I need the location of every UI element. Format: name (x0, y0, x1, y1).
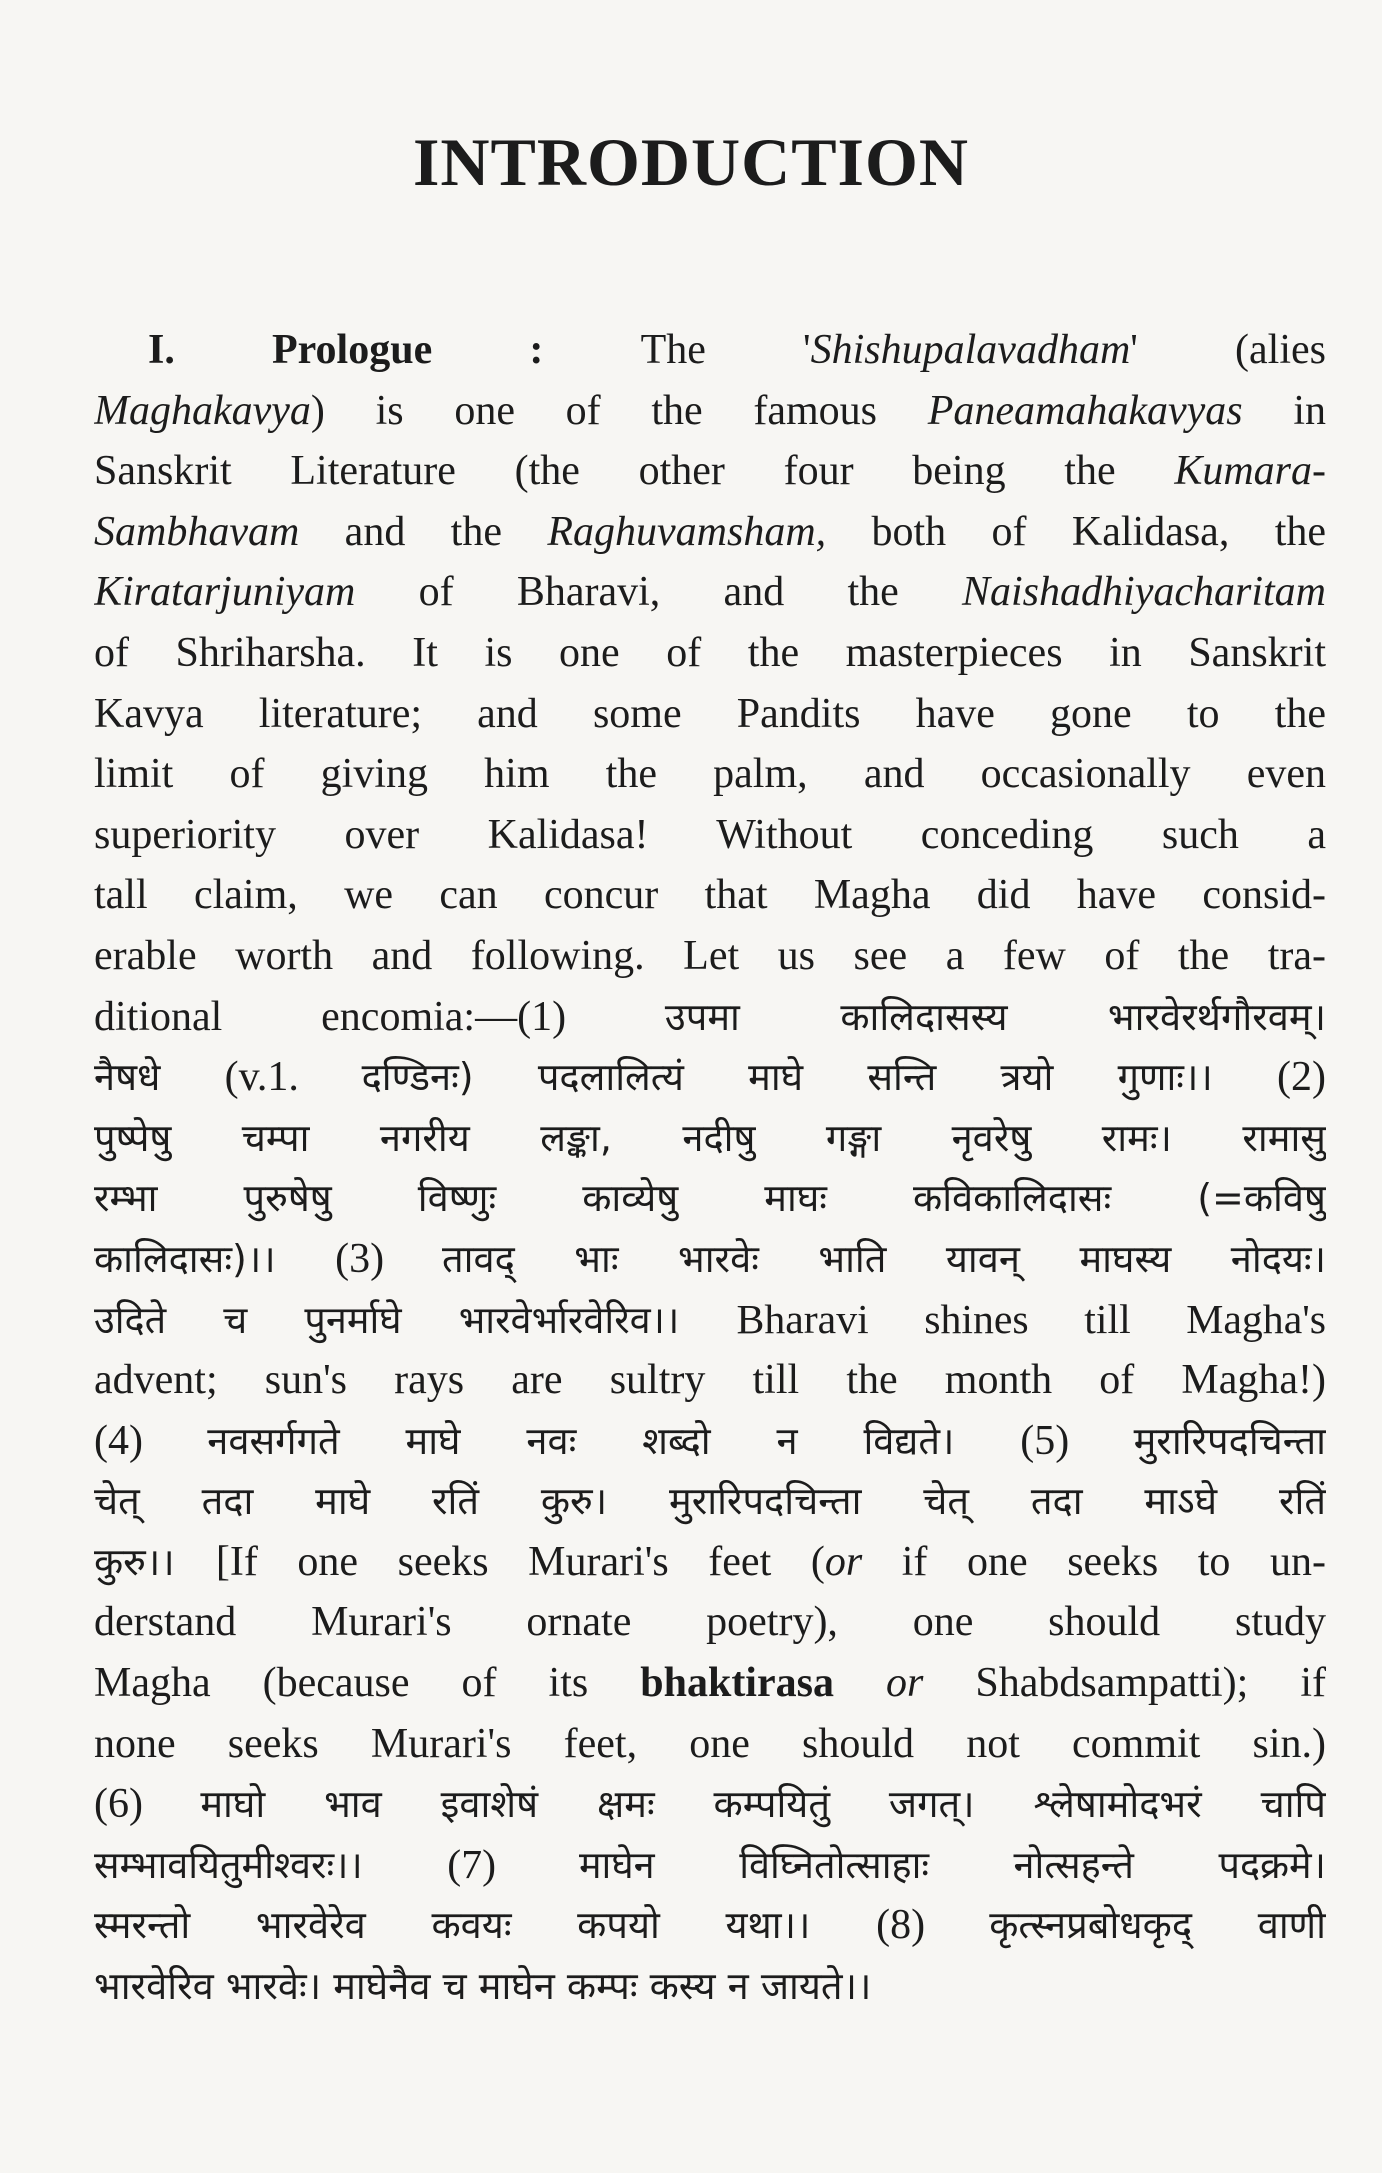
text-line (94, 744, 1326, 805)
text-segment: Shabdsampatti); if (923, 1660, 1326, 1707)
text-segment: [If one seeks Murari's feet ( (215, 1538, 825, 1585)
text-segment: The ' (640, 327, 811, 373)
sanskrit-verse: पुष्पेषु चम्पा नगरीय लङ्का, नदीषु गङ्गा नृवरेषु रामः। रामासु (94, 1115, 1326, 1160)
sanskrit-verse: रम्भा पुरुषेषु विष्णुः काव्येषु माघः कविकालिदासः (=कविषु (94, 1176, 1326, 1221)
italic-text: Paneamahakavyas (927, 387, 1243, 434)
text-segment: of Bharavi, and the (355, 569, 962, 616)
text-segment: ' (alies (1130, 327, 1326, 373)
text-line (94, 1774, 1326, 1835)
text-line (94, 926, 1326, 987)
text-segment: (8) (876, 1902, 990, 1949)
text-line (94, 1108, 1326, 1169)
sanskrit-verse: सम्भावयितुमीश्वरः।। (94, 1842, 448, 1887)
text-segment: tall claim, we can concur that Magha did have consid- (94, 872, 1326, 919)
text-segment: if one seeks to un- (862, 1538, 1326, 1585)
text-line (94, 1714, 1326, 1775)
text-segment: ) is one of the famous (310, 387, 928, 434)
text-line (94, 502, 1326, 563)
text-line (94, 441, 1326, 502)
italic-text: or (824, 1538, 863, 1585)
text-segment: (6) (94, 1781, 201, 1828)
text-line (94, 381, 1326, 442)
page-title: INTRODUCTION (412, 124, 970, 200)
italic-text: Shishupalavadham (810, 327, 1131, 373)
text-segment: (2) (1277, 1054, 1326, 1101)
text-line (94, 1532, 1326, 1593)
sanskrit-verse: नवसर्गगते माघे नवः शब्दो न विद्यते। (207, 1418, 1021, 1463)
text-line (94, 623, 1326, 684)
italic-text: Kumara- (1174, 448, 1326, 495)
sanskrit-verse: चेत् तदा माघे रतिं कुरु। मुरारिपदचिन्ता चेत् तदा माऽघे रतिं (94, 1479, 1326, 1524)
text-segment: erable worth and following. Let us see a few of the tra- (94, 932, 1326, 979)
text-segment: limit of giving him the palm, and occasionally even (94, 751, 1326, 798)
text-line (94, 1047, 1326, 1108)
text-line (94, 684, 1326, 745)
sanskrit-verse: दण्डिनः) पदलालित्यं माघे सन्ति त्रयो गुणाः।। (361, 1055, 1278, 1100)
text-line (94, 1290, 1326, 1351)
text-line (94, 1471, 1326, 1532)
text-segment: (v.1. (224, 1054, 362, 1101)
sanskrit-verse: मुरारिपदचिन्ता (1133, 1418, 1326, 1463)
text-segment: (7) (447, 1841, 579, 1888)
text-segment: (5) (1020, 1417, 1134, 1464)
sanskrit-verse: तावद् भाः भारवेः भाति यावन् माघस्य नोदयः। (442, 1236, 1326, 1281)
text-line (94, 1835, 1326, 1896)
text-line (94, 1411, 1326, 1472)
sanskrit-verse: भारवेरिव भारवेः। माघेनैव च माघेन कम्पः कस्य न जायते।। (94, 1964, 872, 2009)
text-segment: Bharavi shines till Magha's (736, 1296, 1326, 1343)
italic-text: Sambhavam (94, 508, 300, 555)
text-line (94, 987, 1326, 1048)
text-segment: advent; sun's rays are sultry till the month of Magha!) (94, 1357, 1326, 1404)
text-line (94, 865, 1326, 926)
text-segment (834, 1660, 886, 1706)
text-segment: Magha (because of its (94, 1660, 641, 1707)
text-line (94, 1350, 1326, 1411)
sanskrit-verse: माघो भाव इवाशेषं क्षमः कम्पयितुं जगत्। श्लेषामोदभरं चापि (200, 1782, 1326, 1827)
sanskrit-verse: माघेन विघ्नितोत्साहाः नोत्सहन्ते पदक्रमे। (578, 1842, 1326, 1887)
text-segment: (4) (94, 1417, 208, 1464)
italic-text: Raghuvamsham, (547, 508, 827, 555)
text-segment: superiority over Kalidasa! Without conceding such a (94, 811, 1326, 858)
sanskrit-verse: कालिदासः)।। (94, 1236, 336, 1281)
text-segment: in (1242, 387, 1326, 434)
text-line (94, 805, 1326, 866)
text-segment: Kavya literature; and some Pandits have gone to the (94, 690, 1326, 737)
text-segment: of Shriharsha. It is one of the masterpieces in Sanskrit (94, 629, 1326, 676)
text-segment: derstand Murari's ornate poetry), one should study (94, 1599, 1326, 1646)
sanskrit-verse: कृत्स्नप्रबोधकृद् वाणी (989, 1903, 1326, 1948)
text-line (94, 562, 1326, 623)
text-segment: both of Kalidasa, the (826, 508, 1326, 555)
text-line (94, 1956, 1326, 2017)
text-line (94, 1895, 1326, 1956)
text-line (94, 320, 1326, 381)
text-segment: none seeks Murari's feet, one should not commit sin.) (94, 1720, 1326, 1767)
sanskrit-verse: नैषधे (94, 1055, 225, 1100)
body-text (94, 320, 1326, 2017)
text-segment: Sanskrit Literature (the other four being the (94, 448, 1175, 495)
italic-text: or (885, 1660, 924, 1707)
text-line (94, 1653, 1326, 1714)
text-segment: ditional encomia:—(1) (94, 993, 665, 1040)
bold-text: bhaktirasa (640, 1660, 834, 1707)
text-line (94, 1592, 1326, 1653)
text-line (94, 1229, 1326, 1290)
sanskrit-verse: उपमा कालिदासस्य भारवेरर्थगौरवम्। (664, 994, 1326, 1039)
italic-text: Maghakavya (94, 387, 311, 434)
text-segment: and the (299, 508, 548, 555)
sanskrit-verse: स्मरन्तो भारवेरेव कवयः कपयो यथा।। (94, 1903, 877, 1948)
section-heading: I. Prologue : (148, 327, 641, 373)
italic-text: Kiratarjuniyam (94, 569, 356, 616)
sanskrit-verse: कुरु।। (94, 1539, 216, 1584)
text-segment: (3) (335, 1235, 442, 1282)
sanskrit-verse: उदिते च पुनर्माघे भारवेर्भारवेरिव।। (94, 1297, 737, 1342)
italic-text: Naishadhiyacharitam (962, 569, 1326, 616)
text-line (94, 1168, 1326, 1229)
